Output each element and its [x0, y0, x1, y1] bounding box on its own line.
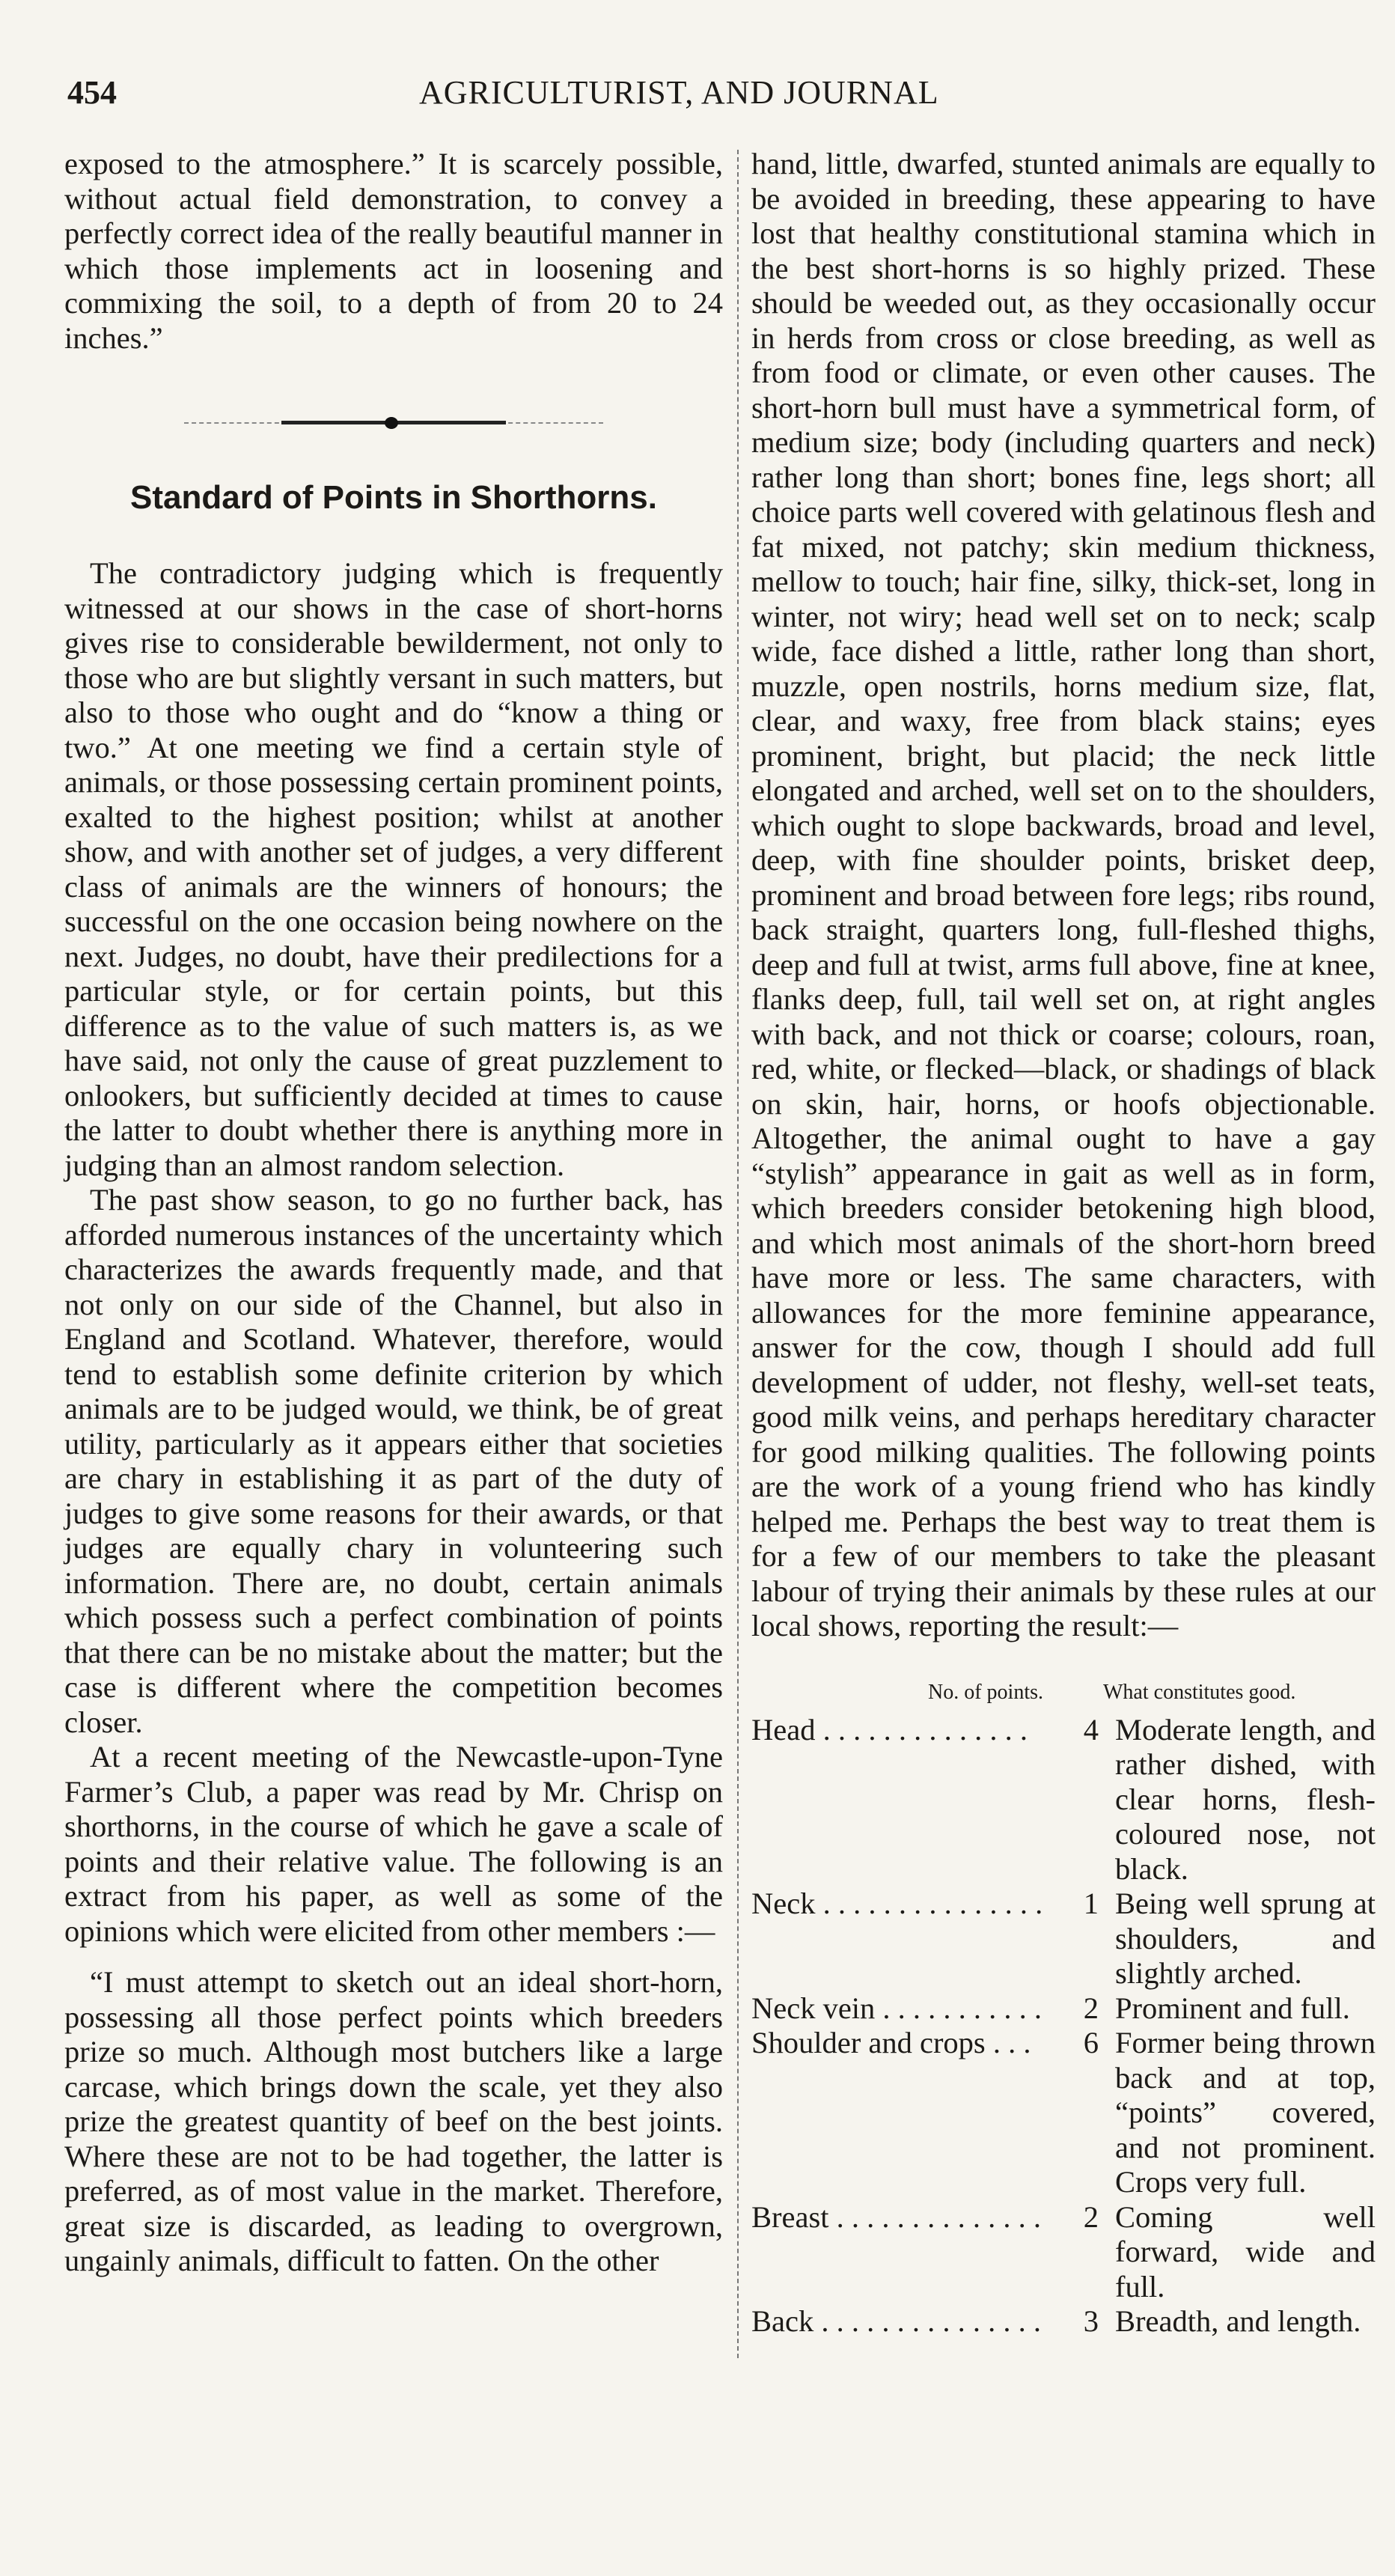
point-name: Head . . . . . . . . . . . . . .	[751, 1712, 1028, 1747]
point-value: 2	[1083, 2199, 1099, 2234]
column-rule	[737, 150, 739, 2358]
constitutes-column-header: What constitutes good.	[1103, 1680, 1296, 1704]
section-title: Standard of Points in Shorthorns.	[130, 479, 657, 516]
points-column-header: No. of points.	[928, 1680, 1043, 1704]
body-paragraph: The past show season, to go no further back, has afforded numerous instances of the uncertainty which characterizes the awards frequently made, and that not only on our side of the Channel, but also in England and Scotland. Whatever, therefore, would tend to establish some definite criterion by which animals are to be judged would, we think, be of great utility, particularly as it appears either that societies are chary in establishing it as part of the duty of judges to give some reasons for their awards, or that judges are equally chary in volunteering such information. There are, no doubt, certain animals which possess such a perfect combination of points that there can be no mistake about the matter; but the case is different where the competition becomes closer.	[64, 1183, 723, 1739]
points-table	[751, 1713, 1376, 2339]
point-value: 3	[1083, 2304, 1099, 2338]
point-description: Former being thrown back and at top, “points” covered, and not prominent. Crops very full.	[1115, 2026, 1376, 2199]
body-paragraph: The contradictory judging which is frequently witnessed at our shows in the case of short-horns gives rise to considerable bewilderment, not only to those who are but slightly versant in such matters, but also to those who ought and do “know a thing or two.” At one meeting we find a certain style of animals, or those possessing certain prominent points, exalted to the highest position; whilst at another show, and with another set of judges, a very different class of animals are the winners of honours; the successful on the one occasion being nowhere on the next. Judges, no doubt, have their predilections for a particular style, or for certain points, but this difference as to the value of such matters is, as we have said, not only the cause of great puzzlement to onlookers, but sufficiently decided at times to cause the latter to doubt whether there is anything more in judging than an almost random selection.	[64, 556, 723, 1182]
table-row	[751, 2304, 1376, 2339]
point-description: Breadth, and length.	[1115, 2304, 1361, 2338]
point-name: Neck vein . . . . . . . . . . .	[751, 1991, 1043, 2025]
points-table-header	[751, 1680, 1376, 1705]
point-value: 2	[1083, 1991, 1099, 2025]
table-row	[751, 2026, 1376, 2200]
body-paragraph: hand, little, dwarfed, stunted animals are equally to be avoided in breeding, these appearing to have lost that healthy constitutional stamina which in the best short-horns is so highly prized. These should be weeded out, as they occasionally occur in herds from cross or close breeding, as well as from food or climate, or even other causes. The short-horn bull must have a symmetrical form, of medium size; body (including quarters and neck) rather long than short; bones fine, legs short; all choice parts well covered with gelatinous flesh and fat mixed, not patchy; skin medium thickness, mellow to touch; hair fine, silky, thick-set, long in winter, not wiry; head well set on to neck; scalp wide, face dished a little, rather long than short, muzzle, open nostrils, horns medium size, flat, clear, and waxy, free from black stains; eyes prominent, bright, but placid; the neck little elongated and arched, well set on to the shoulders, which ought to slope backwards, broad and level, deep, with fine shoulder points, brisket deep, prominent and broad between fore legs; ribs round, back straight, quarters long, full-fleshed thighs, deep and full at twist, arms full above, fine at knee, flanks deep, full, tail well set on, at right angles with back, and not thick or coarse; colours, roan, red, white, or flecked—black, or shadings of black on skin, hair, horns, or hoofs objectionable. Altogether, the animal ought to have a gay “stylish” appearance in gait as well as in form, which breeders consider betokening high blood, and which most animals of the short-horn breed have more or less. The same characters, with allowances for the more feminine appearance, answer for the cow, though I should add full development of udder, not fleshy, well-set teats, good milk veins, and perhaps hereditary character for good milking qualities. The following points are the work of a young friend who has kindly helped me. Perhaps the best way to treat them is for a few of our members to take the pleasant labour of trying their animals by these rules at our local shows, reporting the result:—	[751, 147, 1376, 1642]
intro-paragraph: exposed to the atmosphere.” It is scarcely possible, without actual field demonstration, to convey a perfectly correct idea of the really beautiful manner in which those implements act in loosening and commixing the soil, to a depth of from 20 to 24 inches.”	[64, 147, 723, 355]
point-description: Moderate length, and rather dished, with clear horns, flesh-coloured nose, not black.	[1115, 1712, 1376, 1886]
point-description: Coming well forward, wide and full.	[1115, 2199, 1376, 2304]
quote-paragraph: “I must attempt to sketch out an ideal short-horn, possessing all those perfect points which breeders prize so much. Although most butchers like a large carcase, which brings down the scale, yet they also prize the greatest quantity of beef on the best joints. Where these are not to be had together, the latter is preferred, as of most value in the market. Therefore, great size is discarded, as leading to overgrown, ungainly animals, difficult to fatten. On the other	[64, 1965, 723, 2277]
ornamental-divider	[184, 415, 603, 430]
point-value: 6	[1083, 2026, 1099, 2059]
point-value: 1	[1083, 1887, 1099, 1920]
point-value: 4	[1083, 1712, 1099, 1747]
point-description: Prominent and full.	[1115, 1991, 1350, 2025]
point-description: Being well sprung at shoulders, and slightly arched.	[1115, 1887, 1376, 1990]
table-row	[751, 1887, 1376, 1991]
page-number: 454	[67, 74, 117, 111]
right-column	[751, 147, 1376, 2339]
left-column	[64, 147, 723, 2279]
point-name: Neck . . . . . . . . . . . . . . .	[751, 1887, 1043, 1920]
point-name: Breast . . . . . . . . . . . . . .	[751, 2199, 1041, 2234]
table-row	[751, 2200, 1376, 2305]
point-name: Back . . . . . . . . . . . . . . .	[751, 2304, 1041, 2338]
body-paragraph: At a recent meeting of the Newcastle-upon-Tyne Farmer’s Club, a paper was read by Mr. Chrisp on shorthorns, in the course of which he gave a scale of points and their relative value. The following is an extract from his paper, as well as some of the opinions which were elicited from other members :—	[64, 1740, 723, 1948]
table-row	[751, 1713, 1376, 1887]
table-row	[751, 1991, 1376, 2027]
point-name: Shoulder and crops . . .	[751, 2026, 1031, 2059]
running-head: AGRICULTURIST, AND JOURNAL	[419, 74, 939, 111]
